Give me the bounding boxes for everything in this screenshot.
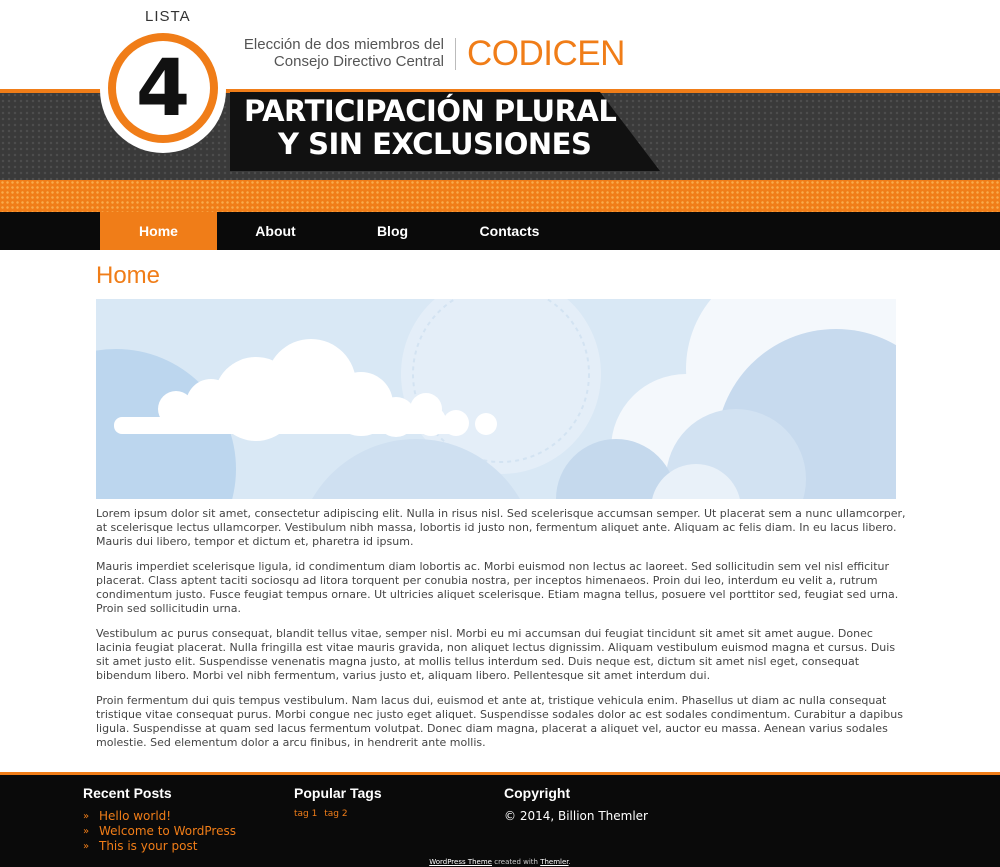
paragraph: Vestibulum ac purus consequat, blandit tellus vitae, semper nisl. Morbi eu mi accumsan dui feugiat tincidunt sit amet sit amet augue. Donec lacinia feugiat placerat. Nulla fringilla est vitae mauris gravida, non aliquet lectus dignissim. Aliquam vestibulum euismod magna et cursus. Duis sit amet justo elit. Suspendisse venenatis magna justo, at mollis tellus interdum sed. Duis neque est, dictum sit amet nisl eget, consequat bibendum libero. Morbi vel nibh fermentum, varius justo et, aliquam libero. Pellentesque sit amet interdum dui. [96, 627, 896, 682]
article-body [96, 507, 906, 750]
tag-link[interactable]: tag 2 [324, 809, 348, 819]
footer-credits [0, 858, 1000, 866]
list-number: 4 [135, 44, 191, 134]
list-number-badge[interactable] [108, 33, 218, 143]
site-footer [0, 772, 1000, 867]
site-header [0, 0, 1000, 212]
copyright-text: © 2014, Billion Themler [504, 809, 648, 823]
double-chevron-icon: » [83, 841, 90, 852]
election-description [236, 36, 444, 70]
nav-item-home[interactable]: Home [100, 212, 217, 250]
slogan-line-1: PARTICIPACIÓN PLURAL [244, 94, 617, 128]
credits-end: . [568, 858, 571, 866]
lista-label: LISTA [145, 8, 191, 25]
main-nav [0, 212, 1000, 250]
slogan-line-2: Y SIN EXCLUSIONES [278, 127, 592, 161]
tag-link[interactable]: tag 1 [294, 809, 318, 819]
paragraph: Mauris imperdiet scelerisque ligula, id condimentum diam lobortis ac. Morbi euismod non lectus ac laoreet. Sed sollicitudin sem vel nisl efficitur placerat. Class aptent taciti sociosqu ad litora torquent per conubia nostra, per inceptos himenaeos. Proin dui leo, interdum eu velit a, rutrum condimentum justo. Fusce feugiat tempus ornare. Ut ultricies aliquet scelerisque. Etiam magna tellus, posuere vel porttitor sed, feugiat sed urna. Proin sed sollicitudin urna. [96, 560, 899, 615]
nav-item-contacts[interactable]: Contacts [479, 223, 540, 239]
header-divider [455, 38, 456, 70]
election-line-1: Elección de dos miembros del [243, 36, 444, 53]
recent-post-link[interactable]: » Welcome to WordPress [83, 824, 236, 838]
popular-tags-section [294, 785, 382, 819]
hero-image-clouds [96, 299, 896, 499]
header-orange-band [0, 180, 1000, 212]
copyright-title: Copyright [504, 785, 571, 801]
paragraph: Lorem ipsum dolor sit amet, consectetur adipiscing elit. Nulla in risus nisl. Sed scelerisque accumsan semper. Ut placerat sem a nunc ullamcorper, at scelerisque lectus ullamcorper. Vestibulum nibh massa, lobortis id justo non, fermentum aliquet ante. Aliquam ac felis diam. In eu lacus libero. Mauris dui libero, tempor et dictum et, pharetra id ipsum. [96, 507, 906, 548]
org-name: CODICEN [467, 34, 625, 73]
nav-item-blog[interactable]: Blog [376, 223, 409, 239]
recent-posts-title: Recent Posts [83, 785, 172, 801]
clouds-illustration [96, 299, 896, 499]
credits-text: created with [494, 858, 538, 866]
recent-post-link[interactable]: » Hello world! [83, 809, 172, 823]
slogan [244, 95, 616, 161]
double-chevron-icon: » [83, 826, 90, 837]
recent-posts-section [83, 785, 236, 854]
themler-link[interactable]: Themler [540, 858, 569, 866]
copyright-section [504, 785, 648, 823]
nav-item-about[interactable]: About [255, 223, 296, 239]
election-line-2: Consejo Directivo Central [273, 53, 444, 70]
wordpress-theme-link[interactable]: WordPress Theme [429, 858, 492, 866]
popular-tags-title: Popular Tags [294, 785, 382, 801]
recent-post-link[interactable]: » This is your post [83, 839, 198, 853]
page-title: Home [96, 262, 161, 289]
main-content [96, 262, 906, 761]
double-chevron-icon: » [83, 811, 90, 822]
paragraph: Proin fermentum dui quis tempus vestibulum. Nam lacus dui, euismod et ante at, tristique vehicula enim. Phasellus ut diam ac nulla consequat tristique vitae consequat purus. Morbi congue nec justo eget aliquet. Suspendisse sodales dolor ac est sodales condimentum. Curabitur a dapibus ligula. Suspendisse at quam sed lacus fermentum volutpat. Donec diam magna, placerat a aliquet vel, auctor eu massa. Aenean varius sodales molestie. Sed elementum dolor a arcu finibus, in hendrerit ante mollis. [96, 694, 903, 749]
